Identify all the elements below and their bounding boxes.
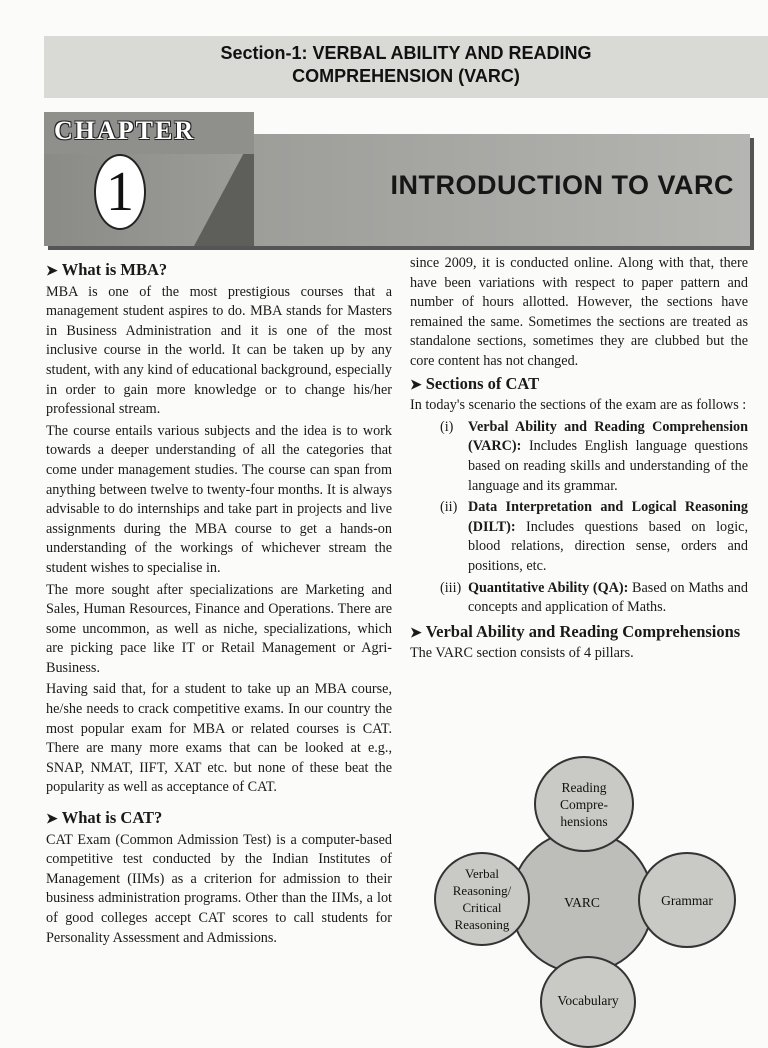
chapter-tab — [44, 112, 254, 154]
diagram-left-circle: Verbal Reasoning/ Critical Reasoning — [434, 852, 530, 946]
list-number: (ii) — [440, 499, 458, 516]
list-item-title: Quantitative Ability (QA): — [468, 579, 629, 596]
diagram-center-circle: VARC — [510, 830, 654, 974]
chapter-word: CHAPTER — [54, 116, 196, 145]
arrow-icon: ➤ — [46, 812, 58, 828]
section-header-line1: Section-1: VERBAL ABILITY AND READING — [220, 43, 592, 63]
list-number: (iii) — [440, 579, 462, 596]
heading-verbal-ability: ➤ Verbal Ability and Reading Comprehensions — [410, 621, 741, 641]
paragraph: Having said that, for a student to take up an MBA course, he/she needs to crack competitive exams. In our country the most popular exam for MBA or related courses is CAT. There are many more exams that can be looked at e.g., SNAP, NMAT, IIFT, XAT etc. but none of these beat the popularity as well as acceptance of CAT. — [46, 681, 392, 796]
paragraph: The course entails various subjects and the idea is to work towards a deeper understanding of all the categories that come under management studies. The course can span from anything between twelve to twenty-four months. It is always advisable to do internships and take part in projects and live assignments during the MBA course to get a hands-on understanding of the workings of whichever stream the student wishes to specialise in. — [46, 422, 392, 576]
paragraph: since 2009, it is conducted online. Along with that, there have been variations with respect to paper pattern and number of hours allotted. However, the sections have remained the same. Sometimes the sections are treated as standalone sections, sometimes they are clubbed but the core content has not changed. — [410, 255, 748, 369]
arrow-icon: ➤ — [410, 377, 422, 393]
arrow-icon: ➤ — [46, 264, 58, 279]
heading-what-is-mba: ➤ What is MBA? — [46, 260, 168, 279]
section-header-line2: COMPREHENSION (VARC) — [292, 66, 520, 86]
sections-list — [440, 418, 748, 618]
heading-what-is-cat: ➤ What is CAT? — [46, 808, 163, 828]
diagram-right-circle: Grammar — [638, 852, 736, 948]
list-item-text: Includes English language questions based on reading skills and understanding of the language and its grammar. — [468, 438, 748, 494]
paragraph: The VARC section consists of 4 pillars. — [410, 645, 634, 662]
diagram-bottom-circle: Vocabulary — [540, 956, 636, 1048]
list-number: (i) — [440, 418, 454, 435]
left-column — [46, 260, 392, 950]
right-column — [410, 254, 748, 666]
chapter-title: INTRODUCTION TO VARC — [390, 170, 734, 200]
list-item — [440, 498, 748, 576]
list-item — [440, 579, 748, 618]
chapter-banner — [44, 112, 768, 242]
list-item — [440, 418, 748, 496]
heading-sections-of-cat: ➤ Sections of CAT — [410, 373, 540, 393]
paragraph: CAT Exam (Common Admission Test) is a computer-based competitive test conducted by the Indian Institutes of Management (IIMs) as a criterion for admission to their business administration programs. Other than the IIMs, a lot of good colleges accept CAT scores to call students for Personality Assessment and Admissions. — [46, 831, 392, 946]
list-item-text: Includes questions based on logic, blood relations, direction sense, orders and positions, etc. — [468, 518, 748, 574]
section-header — [44, 36, 768, 98]
paragraph: MBA is one of the most prestigious courses that a management student aspires to do. MBA stands for Masters in Business Administration and it is one of the most inclusive course in the world. It can be taken up by any student, with any kind of educational background, especially in order to gain more knowledge or to change his/her professional stream. — [46, 283, 392, 418]
diagram-top-circle: Reading Compre- hensions — [534, 756, 634, 852]
varc-pillars-diagram — [430, 752, 750, 1024]
chapter-number: 1 — [94, 154, 146, 230]
paragraph: The more sought after specializations are Marketing and Sales, Human Resources, Finance and Operations. There are some uncommon, as well as niche, specializations, which are picking pace like IT or Retail Management or Agri-Business. — [46, 581, 392, 676]
list-item-text: Based on Maths and concepts and application of Maths. — [468, 579, 748, 616]
list-item-title: Data Interpretation and Logical Reasoning (DILT): — [468, 499, 748, 535]
list-item-title: Verbal Ability and Reading Comprehension (VARC): — [468, 418, 748, 455]
arrow-icon: ➤ — [410, 625, 422, 641]
paragraph: In today's scenario the sections of the exam are as follows : — [410, 397, 747, 414]
